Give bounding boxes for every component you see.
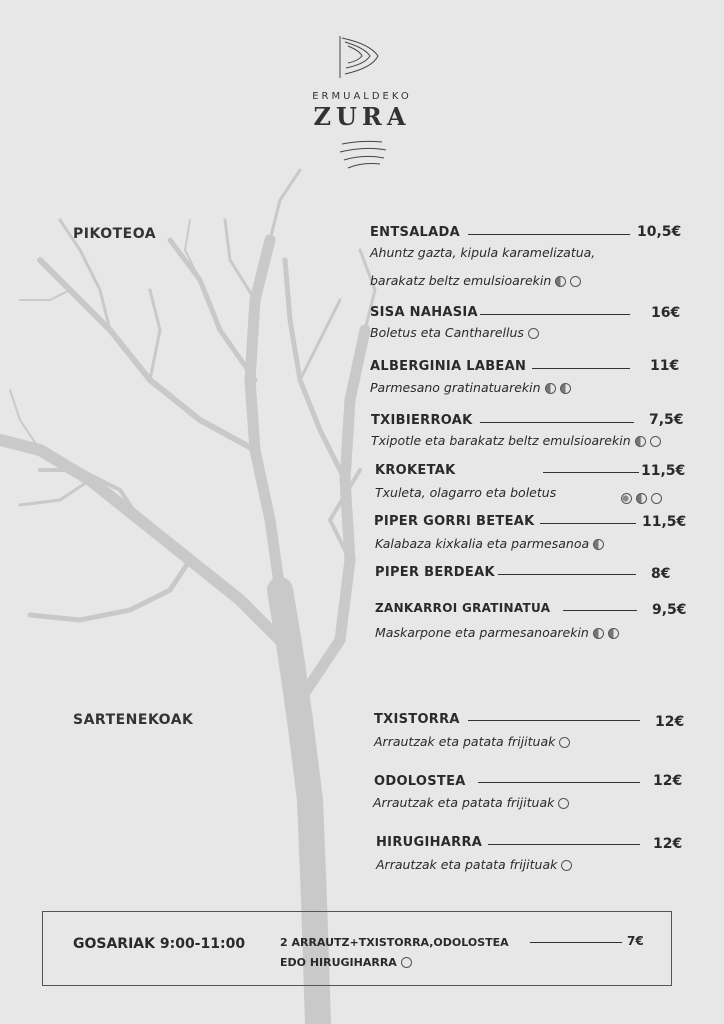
brand-logo — [300, 34, 424, 184]
breakfast-title: GOSARIAK 9:00-11:00 — [73, 936, 246, 952]
leader-line — [478, 782, 640, 783]
leader-line — [468, 234, 630, 235]
menu-item-description: Txuleta, olagarro eta boletus — [375, 485, 557, 500]
menu-item-description: Boletus eta Cantharellus — [370, 325, 539, 340]
brand-subtitle: ERMUALDEKO — [312, 91, 412, 102]
leader-line — [480, 422, 634, 423]
brand-title: ZURA — [313, 102, 411, 131]
breakfast-line-2: EDO HIRUGIHARRA — [280, 956, 412, 969]
vegetarian-icon — [401, 957, 412, 968]
menu-item-name: ZANKARROI GRATINATUA — [375, 601, 551, 615]
leader-line — [532, 368, 630, 369]
menu-item-name: PIPER BERDEAK — [375, 565, 495, 580]
vegetarian-icon — [528, 328, 539, 339]
section-pikoteoa: PIKOTEOA — [73, 226, 157, 242]
menu-item-price: 10,5€ — [637, 224, 682, 240]
menu-item-name: TXIBIERROAK — [371, 413, 473, 428]
menu-item-description: Kalabaza kixkalia eta parmesanoa — [375, 536, 604, 551]
leader-line — [468, 720, 640, 721]
menu-item-name: ENTSALADA — [370, 225, 460, 240]
menu-item-name: PIPER GORRI BETEAK — [374, 514, 535, 529]
vegetarian-icon — [651, 493, 662, 504]
menu-item-price: 12€ — [653, 836, 683, 852]
lactose-icon — [560, 383, 571, 394]
gluten-free-icon — [621, 493, 632, 504]
lactose-icon — [636, 493, 647, 504]
leader-line — [540, 523, 636, 524]
allergen-icons — [617, 487, 662, 506]
menu-item-description: Ahuntz gazta, kipula karamelizatua, — [370, 245, 596, 260]
menu-item-name: TXISTORRA — [374, 712, 460, 727]
vegetarian-icon — [570, 276, 581, 287]
menu-item-description: Txipotle eta barakatz beltz emulsioarekin — [371, 433, 661, 448]
vegetarian-icon — [650, 436, 661, 447]
menu-item-description: barakatz beltz emulsioarekin — [370, 273, 581, 288]
menu-item-name: KROKETAK — [375, 463, 456, 478]
menu-item-price: 9,5€ — [652, 602, 687, 618]
lactose-icon — [593, 628, 604, 639]
leader-line — [498, 574, 636, 575]
leader-line — [530, 942, 622, 943]
menu-item-description: Arrautzak eta patata frijituak — [374, 734, 570, 749]
breakfast-line-1: 2 ARRAUTZ+TXISTORRA,ODOLOSTEA — [280, 936, 509, 949]
leader-line — [488, 844, 640, 845]
menu-item-name: SISA NAHASIA — [370, 305, 478, 320]
menu-item-price: 11,5€ — [641, 463, 686, 479]
lactose-icon — [555, 276, 566, 287]
vegetarian-icon — [558, 798, 569, 809]
lactose-icon — [593, 539, 604, 550]
menu-item-price: 12€ — [655, 714, 685, 730]
leader-line — [480, 314, 630, 315]
menu-item-description: Maskarpone eta parmesanoarekin — [375, 625, 619, 640]
menu-item-description: Parmesano gratinatuarekin — [370, 380, 571, 395]
menu-item-description: Arrautzak eta patata frijituak — [376, 857, 572, 872]
menu-item-price: 7,5€ — [649, 412, 684, 428]
section-sartenekoak: SARTENEKOAK — [73, 712, 194, 728]
lactose-icon — [608, 628, 619, 639]
menu-item-price: 11,5€ — [642, 514, 687, 530]
leader-line — [563, 610, 637, 611]
breakfast-price: 7€ — [627, 934, 644, 948]
menu-item-price: 16€ — [651, 305, 681, 321]
vegetarian-icon — [559, 737, 570, 748]
menu-item-price: 11€ — [650, 358, 680, 374]
menu-item-name: ALBERGINIA LABEAN — [370, 359, 527, 374]
vegetarian-icon — [561, 860, 572, 871]
menu-item-name: ODOLOSTEA — [374, 774, 466, 789]
lactose-icon — [635, 436, 646, 447]
menu-item-price: 12€ — [653, 773, 683, 789]
lactose-icon — [545, 383, 556, 394]
leader-line — [543, 472, 639, 473]
menu-item-price: 8€ — [651, 566, 671, 582]
menu-item-description: Arrautzak eta patata frijituak — [373, 795, 569, 810]
menu-item-name: HIRUGIHARRA — [376, 835, 483, 850]
